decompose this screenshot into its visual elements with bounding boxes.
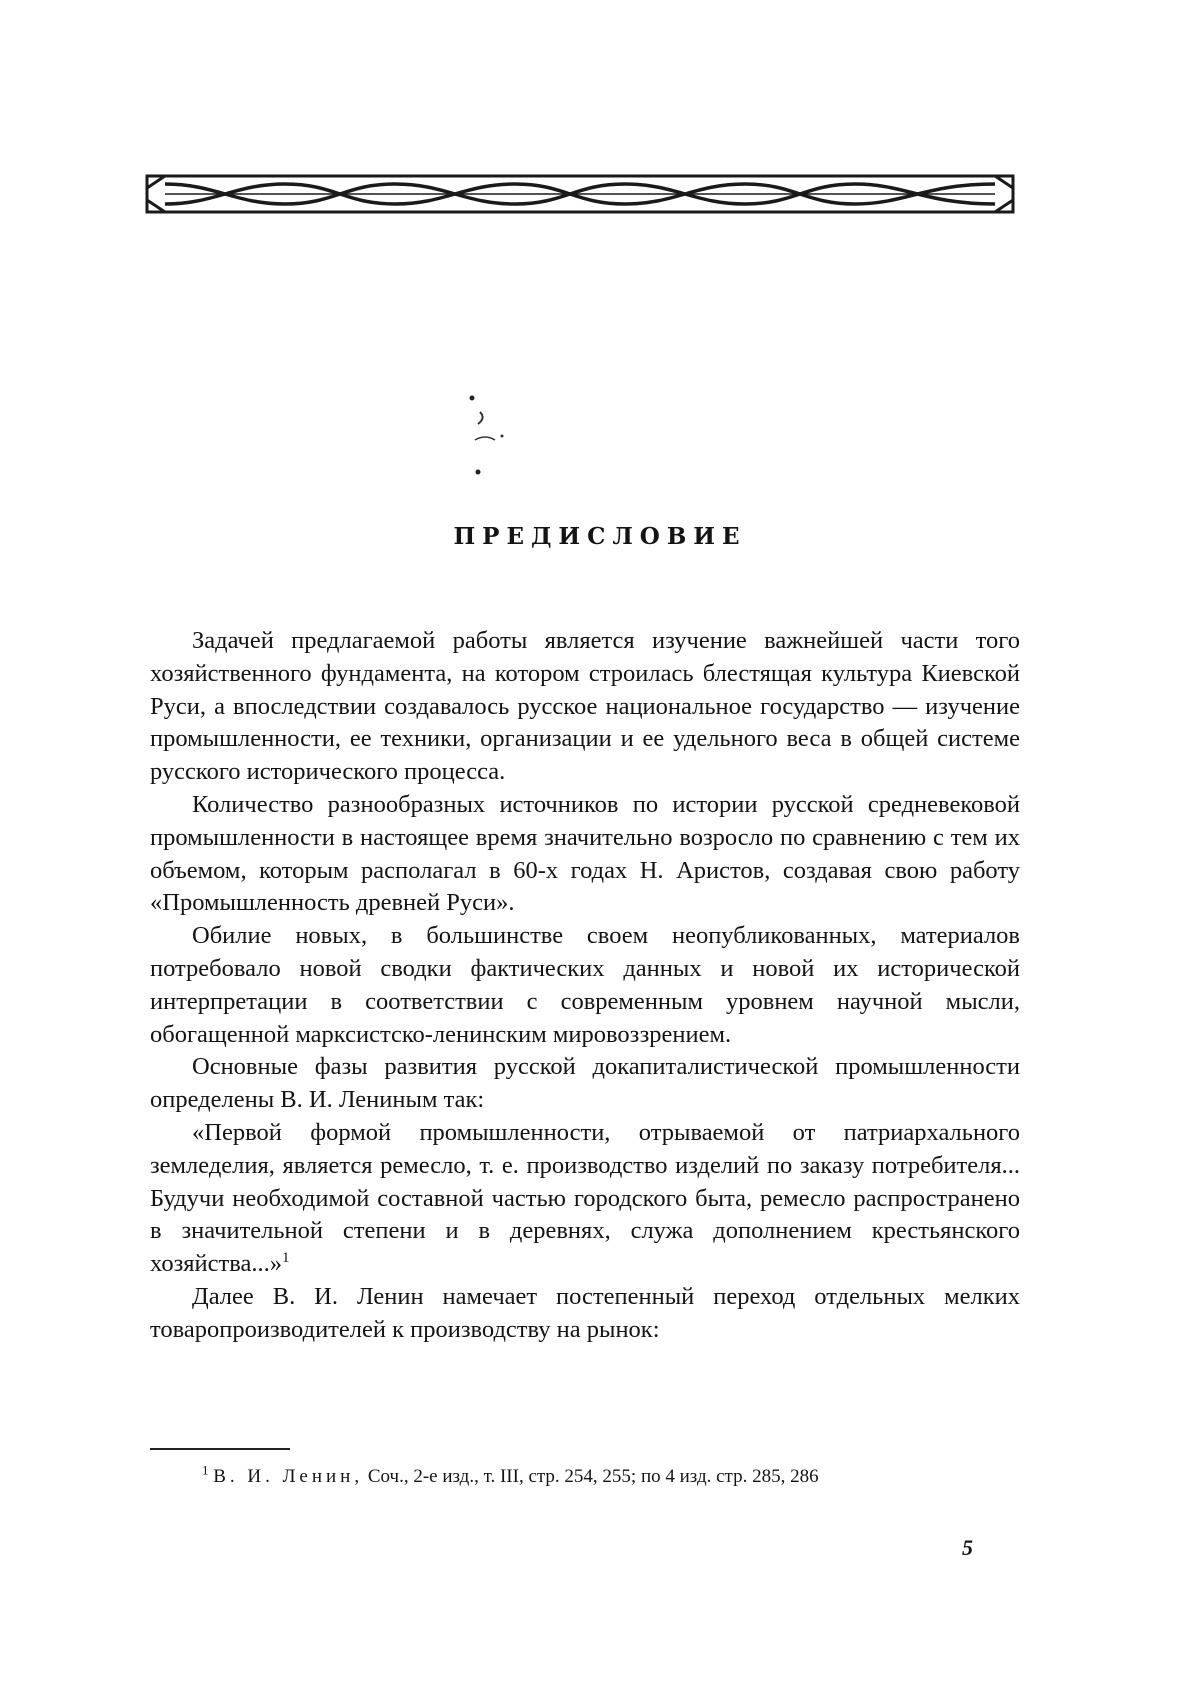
footnote-reference[interactable]: 1	[281, 1249, 290, 1266]
paragraph-1: Задачей предлагаемой работы является изучение важнейшей части того хозяйственного фундамента, на котором строилась блестящая культура Киевской Руси, а впоследствии создавалось русское национальное государство — изучение промышленности, ее техники, организации и ее удельного веса в общей системе русского исторического процесса.	[150, 627, 1020, 786]
paragraph-5-quote	[150, 1117, 1020, 1281]
main-text	[150, 625, 1020, 1347]
page-number: 5	[962, 1535, 973, 1560]
print-specks	[450, 390, 530, 480]
paragraph-2: Количество разнообразных источников по истории русской средневековой промышленности в настоящее время значительно возросло по сравнению с тем их объемом, которым располагал в 60-х годах Н. Аристов, создавая свою работу «Промышленность древней Руси».	[150, 790, 1020, 917]
quote-text: «Первой формой промышленности, отрываемой от патриархального земледелия, является ремесло, т. е. производство изделий по заказу потребителя... Будучи необходимой составной частью городского быта, ремесло распространено в значительной степени и в деревнях, служа дополнением крестьянского хозяйства...»	[150, 1118, 1020, 1278]
footnote-number: 1	[202, 1462, 209, 1478]
footnote-author: В. И. Ленин,	[213, 1466, 364, 1487]
ornamental-header-band	[145, 170, 1015, 218]
page-title: ПРЕДИСЛОВИЕ	[453, 523, 747, 550]
footnote-divider	[150, 1448, 290, 1450]
footnote-text: Соч., 2-е изд., т. III, стр. 254, 255; по 4 изд. стр. 285, 286	[367, 1466, 819, 1487]
paragraph-4: Основные фазы развития русской докапиталистической промышленности определены В. И. Лениным так:	[150, 1053, 1020, 1114]
footnote	[150, 1464, 1020, 1490]
paragraph-3: Обилие новых, в большинстве своем неопубликованных, материалов потребовало новой сводки фактических данных и новой их исторической интерпретации в соответствии с современным уровнем научной мысли, обогащенной марксистско-ленинским мировоззрением.	[150, 922, 1020, 1048]
paragraph-6: Далее В. И. Ленин намечает постепенный переход отдельных мелких товаропроизводителей к производству на рынок:	[150, 1282, 1020, 1343]
